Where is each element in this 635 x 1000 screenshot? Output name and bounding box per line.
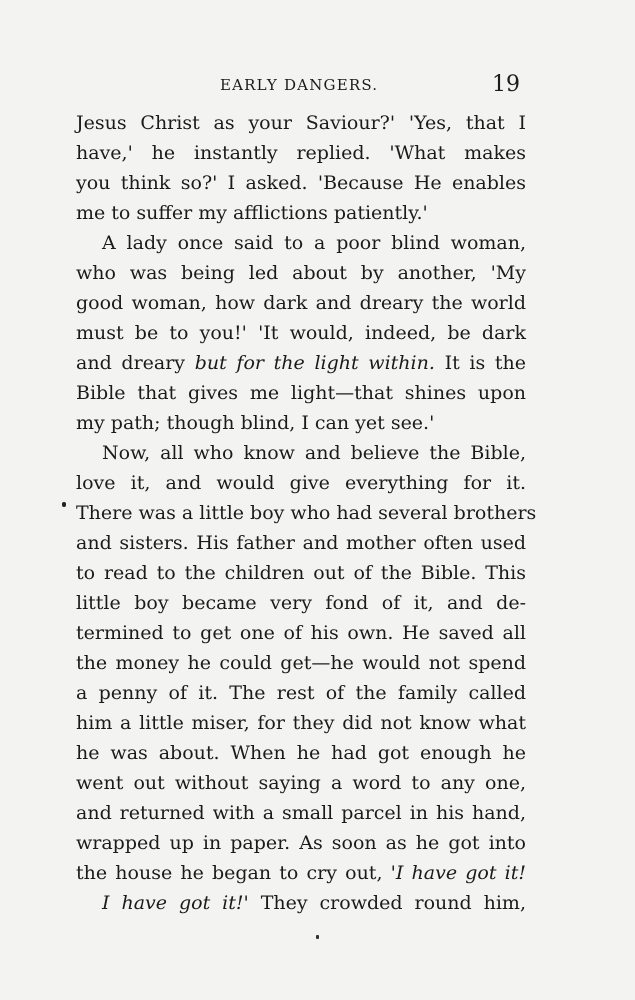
foot-mark — [316, 935, 319, 939]
text-segment: the house he began to cry out, — [76, 862, 391, 884]
text-line: termined to get one of his own. He saved all — [76, 622, 526, 644]
page-number: 19 — [492, 72, 520, 97]
text-line: him a little miser, for they did not know what — [76, 712, 526, 734]
text-line — [76, 888, 526, 918]
text-line: little boy became very fond of it, and de- — [76, 592, 526, 614]
text-line: have,' he instantly replied. 'What makes — [76, 142, 526, 164]
text-line: There was a little boy who had several brothers — [76, 502, 537, 524]
text-line: the money he could get—he would not spend — [76, 652, 526, 674]
text-segment: They crowded round him, — [248, 892, 526, 914]
running-head — [80, 72, 520, 102]
text-line — [76, 858, 526, 888]
text-line: he was about. When he had got enough he — [76, 742, 526, 764]
text-line: Now, all who know and believe the Bible, — [102, 442, 526, 464]
body-text — [76, 108, 537, 918]
italic-text: 'I have got it! — [390, 862, 526, 884]
text-line: love it, and would give everything for it. — [76, 472, 526, 494]
italic-text: I have got it!' — [102, 892, 249, 914]
text-line: you think so?' I asked. 'Because He enables — [76, 172, 526, 194]
running-title: EARLY DANGERS. — [220, 76, 379, 94]
text-line: A lady once said to a poor blind woman, — [102, 232, 526, 254]
text-line: Jesus Christ as your Saviour?' 'Yes, that I — [76, 112, 526, 134]
text-line — [76, 348, 526, 378]
text-line: went out without saying a word to any one, — [76, 772, 526, 794]
text-segment: and dreary — [76, 352, 195, 374]
text-line: good woman, how dark and dreary the world — [76, 292, 526, 314]
text-line: Bible that gives me light—that shines upon — [76, 382, 526, 404]
text-line: to read to the children out of the Bible. This — [76, 562, 526, 584]
text-line: my path; though blind, I can yet see.' — [76, 412, 435, 434]
text-line: a penny of it. The rest of the family called — [76, 682, 526, 704]
italic-text: but for the light within. — [194, 352, 435, 374]
text-line: and sisters. His father and mother often used — [76, 532, 526, 554]
text-line: wrapped up in paper. As soon as he got into — [76, 832, 526, 854]
text-line: me to suffer my afflictions patiently.' — [76, 202, 428, 224]
text-line: must be to you!' 'It would, indeed, be dark — [76, 322, 526, 344]
margin-mark — [62, 502, 66, 507]
text-line: and returned with a small parcel in his hand, — [76, 802, 526, 824]
text-line: who was being led about by another, 'My — [76, 262, 526, 284]
text-segment: It is the — [434, 352, 526, 374]
